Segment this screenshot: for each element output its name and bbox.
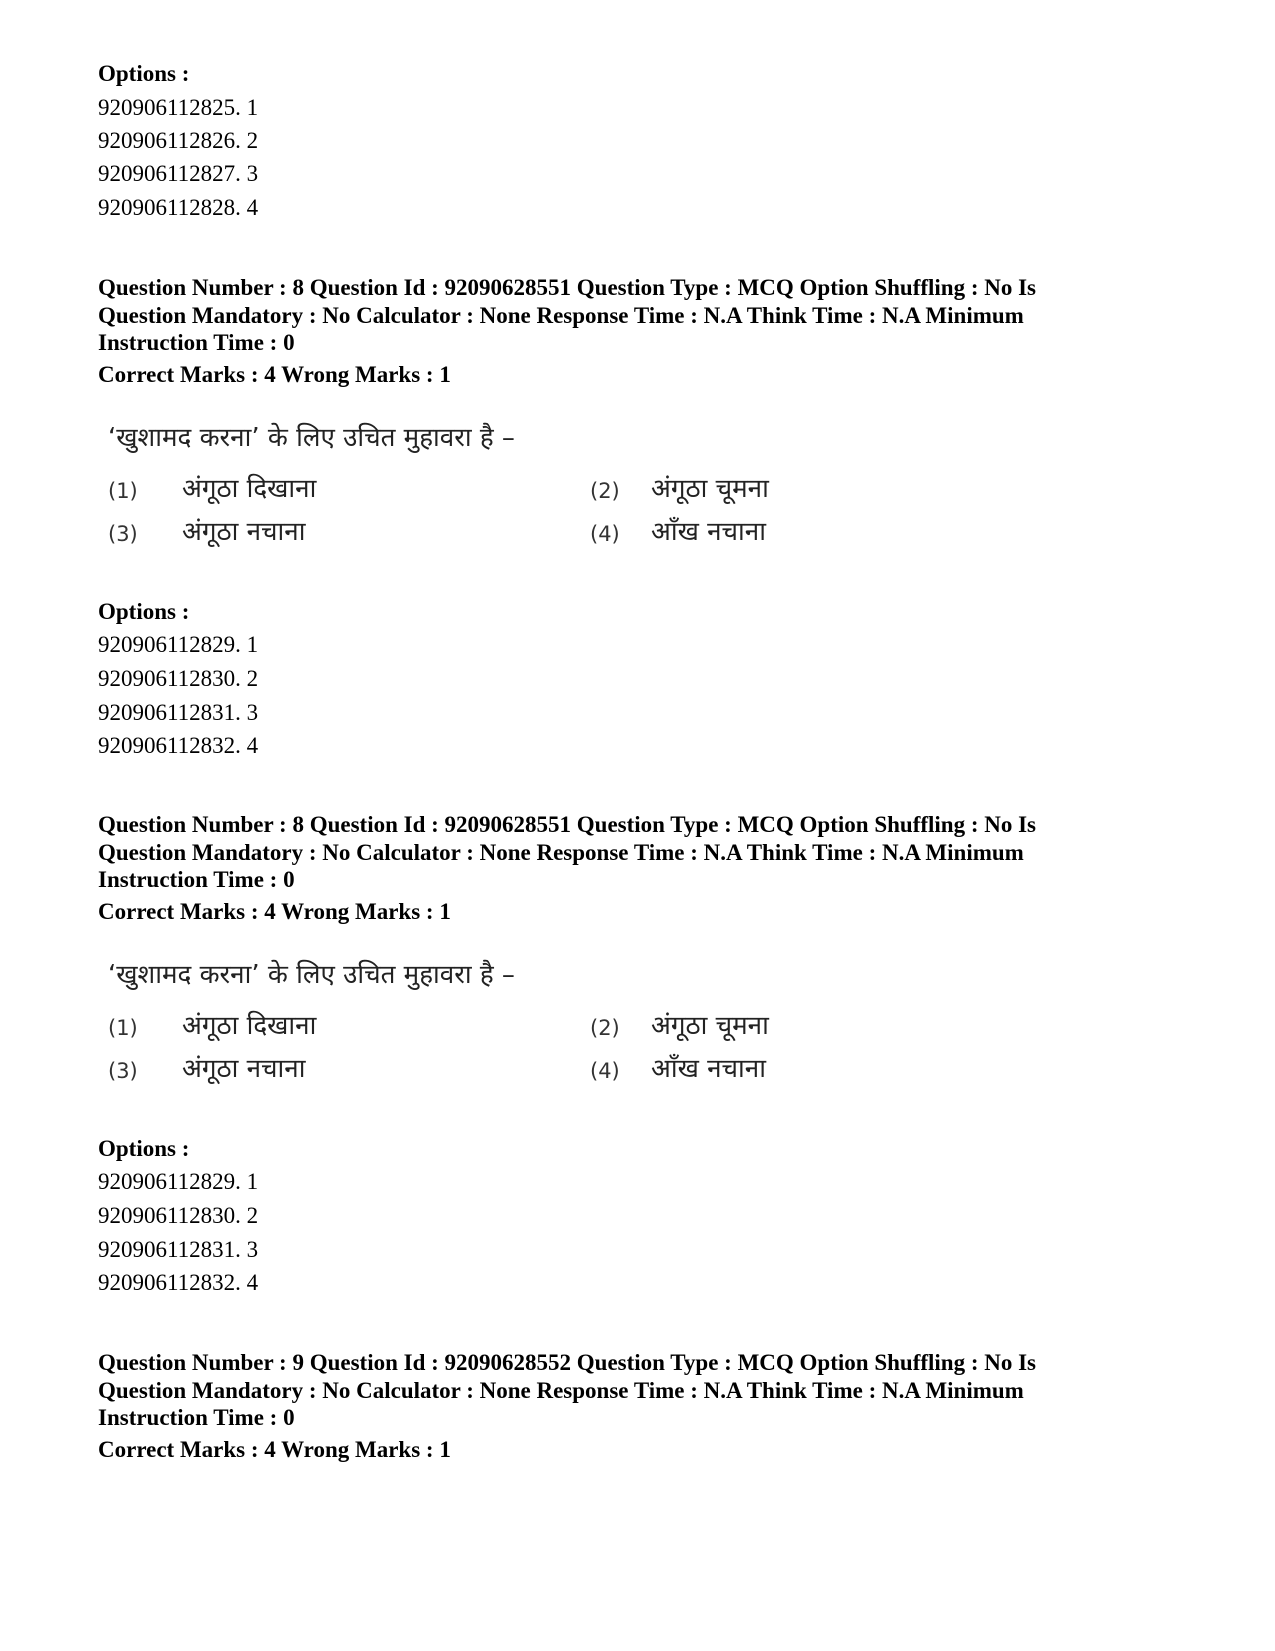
choice-text: अंगूठा नचाना: [182, 1054, 306, 1084]
question-header: [98, 811, 1188, 894]
choice-text: अंगूठा चूमना: [651, 474, 769, 504]
question-header-line: Question Number : 9 Question Id : 92090628552 Question Type : MCQ Option Shuffling : No Is: [98, 1350, 1037, 1375]
options-heading: Options :: [98, 599, 190, 624]
question-header-line: Instruction Time : 0: [98, 1405, 295, 1430]
option-line: 920906112829. 1: [98, 632, 259, 657]
choice-text: अंगूठा दिखाना: [182, 474, 317, 504]
choice-number: (4): [590, 522, 620, 546]
option-line: 920906112831. 3: [98, 700, 259, 725]
choice-text: अंगूठा चूमना: [651, 1011, 769, 1041]
question-header-line: Instruction Time : 0: [98, 867, 295, 892]
choice-number: (4): [590, 1059, 620, 1083]
option-line: 920906112829. 1: [98, 1169, 259, 1194]
question-header-line: Question Mandatory : No Calculator : None Response Time : N.A Think Time : N.A Minimum: [98, 1377, 1024, 1403]
option-line: 920906112828. 4: [98, 195, 259, 220]
question-header: [98, 274, 1188, 357]
question-image: [100, 957, 800, 1097]
option-line: 920906112831. 3: [98, 1237, 259, 1262]
option-line: 920906112830. 2: [98, 666, 259, 691]
question-header-line: Instruction Time : 0: [98, 330, 295, 355]
options-heading: Options :: [98, 1136, 190, 1161]
choice-number: (3): [108, 1059, 138, 1083]
choice-number: (1): [108, 1016, 138, 1040]
choice-number: (2): [590, 1016, 620, 1040]
choice-text: अंगूठा दिखाना: [182, 1011, 317, 1041]
option-line: 920906112832. 4: [98, 733, 259, 758]
option-line: 920906112827. 3: [98, 161, 259, 186]
choice-number: (2): [590, 479, 620, 503]
question-header: [98, 1349, 1188, 1432]
question-image: [100, 420, 800, 560]
question-header-line: Question Mandatory : No Calculator : None Response Time : N.A Think Time : N.A Minimum: [98, 839, 1024, 865]
question-stem: ‘खुशामद करना’ के लिए उचित मुहावरा है –: [108, 423, 515, 453]
options-heading: Options :: [98, 61, 190, 86]
option-line: 920906112826. 2: [98, 128, 259, 153]
question-marks: Correct Marks : 4 Wrong Marks : 1: [98, 1437, 451, 1462]
question-header-line: Question Number : 8 Question Id : 92090628551 Question Type : MCQ Option Shuffling : No Is: [98, 275, 1037, 300]
choice-text: आँख नचाना: [651, 517, 766, 547]
question-header-line: Question Mandatory : No Calculator : None Response Time : N.A Think Time : N.A Minimum: [98, 302, 1024, 328]
question-marks: Correct Marks : 4 Wrong Marks : 1: [98, 899, 451, 924]
question-marks: Correct Marks : 4 Wrong Marks : 1: [98, 362, 451, 387]
choice-number: (1): [108, 479, 138, 503]
choice-number: (3): [108, 522, 138, 546]
option-line: 920906112830. 2: [98, 1203, 259, 1228]
choice-text: आँख नचाना: [651, 1054, 766, 1084]
option-line: 920906112825. 1: [98, 95, 259, 120]
option-line: 920906112832. 4: [98, 1270, 259, 1295]
question-stem: ‘खुशामद करना’ के लिए उचित मुहावरा है –: [108, 960, 515, 990]
question-header-line: Question Number : 8 Question Id : 92090628551 Question Type : MCQ Option Shuffling : No Is: [98, 812, 1037, 837]
choice-text: अंगूठा नचाना: [182, 517, 306, 547]
